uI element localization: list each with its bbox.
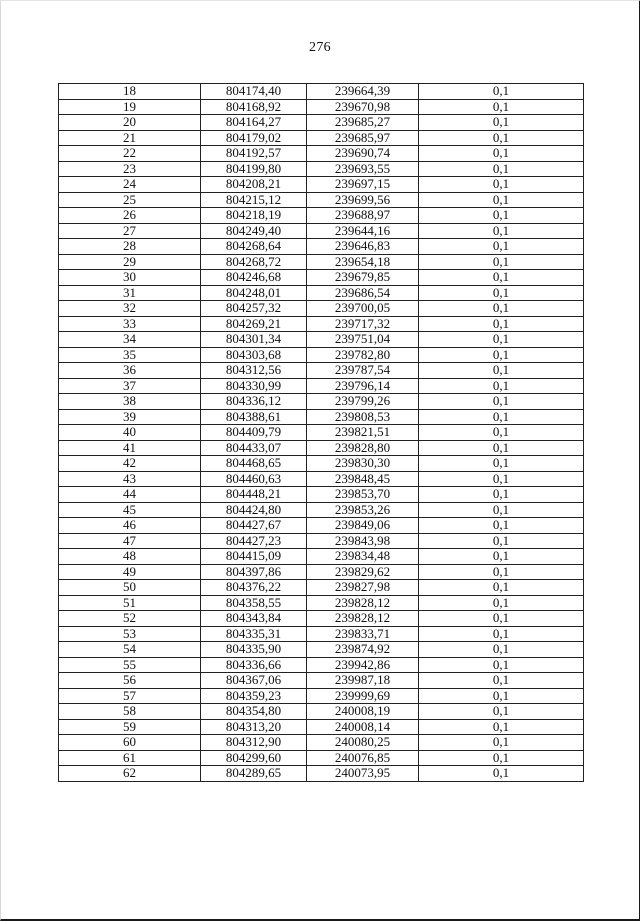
point-number-cell: 48 xyxy=(59,549,201,565)
table-row xyxy=(59,146,584,162)
x-coordinate-cell: 804208,21 xyxy=(201,177,307,193)
x-coordinate-cell: 804388,61 xyxy=(201,409,307,425)
y-coordinate-cell: 239751,04 xyxy=(307,332,419,348)
point-number-cell: 43 xyxy=(59,471,201,487)
x-coordinate-cell: 804192,57 xyxy=(201,146,307,162)
x-coordinate-cell: 804303,68 xyxy=(201,347,307,363)
point-number-cell: 31 xyxy=(59,285,201,301)
x-coordinate-cell: 804330,99 xyxy=(201,378,307,394)
y-coordinate-cell: 239834,48 xyxy=(307,549,419,565)
accuracy-cell: 0,1 xyxy=(419,456,584,472)
point-number-cell: 38 xyxy=(59,394,201,410)
point-number-cell: 40 xyxy=(59,425,201,441)
point-number-cell: 39 xyxy=(59,409,201,425)
table-row xyxy=(59,487,584,503)
y-coordinate-cell: 239685,97 xyxy=(307,130,419,146)
x-coordinate-cell: 804179,02 xyxy=(201,130,307,146)
table-row xyxy=(59,285,584,301)
accuracy-cell: 0,1 xyxy=(419,347,584,363)
accuracy-cell: 0,1 xyxy=(419,471,584,487)
point-number-cell: 37 xyxy=(59,378,201,394)
table-row xyxy=(59,719,584,735)
point-number-cell: 26 xyxy=(59,208,201,224)
x-coordinate-cell: 804336,66 xyxy=(201,657,307,673)
x-coordinate-cell: 804301,34 xyxy=(201,332,307,348)
point-number-cell: 28 xyxy=(59,239,201,255)
table-row xyxy=(59,223,584,239)
point-number-cell: 21 xyxy=(59,130,201,146)
x-coordinate-cell: 804312,56 xyxy=(201,363,307,379)
y-coordinate-cell: 239693,55 xyxy=(307,161,419,177)
point-number-cell: 50 xyxy=(59,580,201,596)
accuracy-cell: 0,1 xyxy=(419,533,584,549)
table-row xyxy=(59,564,584,580)
y-coordinate-cell: 239821,51 xyxy=(307,425,419,441)
accuracy-cell: 0,1 xyxy=(419,642,584,658)
table-row xyxy=(59,471,584,487)
table-row xyxy=(59,270,584,286)
table-row xyxy=(59,239,584,255)
y-coordinate-cell: 239849,06 xyxy=(307,518,419,534)
y-coordinate-cell: 239830,30 xyxy=(307,456,419,472)
x-coordinate-cell: 804268,72 xyxy=(201,254,307,270)
accuracy-cell: 0,1 xyxy=(419,657,584,673)
y-coordinate-cell: 239700,05 xyxy=(307,301,419,317)
accuracy-cell: 0,1 xyxy=(419,549,584,565)
point-number-cell: 19 xyxy=(59,99,201,115)
y-coordinate-cell: 239654,18 xyxy=(307,254,419,270)
accuracy-cell: 0,1 xyxy=(419,518,584,534)
y-coordinate-cell: 239799,26 xyxy=(307,394,419,410)
y-coordinate-cell: 239848,45 xyxy=(307,471,419,487)
y-coordinate-cell: 239690,74 xyxy=(307,146,419,162)
accuracy-cell: 0,1 xyxy=(419,254,584,270)
y-coordinate-cell: 239664,39 xyxy=(307,84,419,100)
point-number-cell: 36 xyxy=(59,363,201,379)
y-coordinate-cell: 239853,26 xyxy=(307,502,419,518)
point-number-cell: 20 xyxy=(59,115,201,131)
point-number-cell: 33 xyxy=(59,316,201,332)
accuracy-cell: 0,1 xyxy=(419,161,584,177)
y-coordinate-cell: 240080,25 xyxy=(307,735,419,751)
y-coordinate-cell: 239688,97 xyxy=(307,208,419,224)
table-row xyxy=(59,177,584,193)
table-row xyxy=(59,518,584,534)
table-row xyxy=(59,456,584,472)
coordinates-table-body xyxy=(59,84,584,782)
accuracy-cell: 0,1 xyxy=(419,363,584,379)
accuracy-cell: 0,1 xyxy=(419,270,584,286)
y-coordinate-cell: 239697,15 xyxy=(307,177,419,193)
y-coordinate-cell: 239679,85 xyxy=(307,270,419,286)
y-coordinate-cell: 239787,54 xyxy=(307,363,419,379)
y-coordinate-cell: 240076,85 xyxy=(307,750,419,766)
point-number-cell: 32 xyxy=(59,301,201,317)
accuracy-cell: 0,1 xyxy=(419,115,584,131)
y-coordinate-cell: 239833,71 xyxy=(307,626,419,642)
point-number-cell: 61 xyxy=(59,750,201,766)
accuracy-cell: 0,1 xyxy=(419,487,584,503)
accuracy-cell: 0,1 xyxy=(419,611,584,627)
x-coordinate-cell: 804289,65 xyxy=(201,766,307,782)
accuracy-cell: 0,1 xyxy=(419,502,584,518)
table-row xyxy=(59,316,584,332)
accuracy-cell: 0,1 xyxy=(419,99,584,115)
accuracy-cell: 0,1 xyxy=(419,192,584,208)
y-coordinate-cell: 239827,98 xyxy=(307,580,419,596)
x-coordinate-cell: 804359,23 xyxy=(201,688,307,704)
accuracy-cell: 0,1 xyxy=(419,239,584,255)
table-row xyxy=(59,580,584,596)
point-number-cell: 60 xyxy=(59,735,201,751)
point-number-cell: 57 xyxy=(59,688,201,704)
point-number-cell: 18 xyxy=(59,84,201,100)
point-number-cell: 45 xyxy=(59,502,201,518)
y-coordinate-cell: 239828,80 xyxy=(307,440,419,456)
x-coordinate-cell: 804358,55 xyxy=(201,595,307,611)
point-number-cell: 25 xyxy=(59,192,201,208)
x-coordinate-cell: 804433,07 xyxy=(201,440,307,456)
table-row xyxy=(59,533,584,549)
table-row xyxy=(59,642,584,658)
table-row xyxy=(59,130,584,146)
y-coordinate-cell: 239987,18 xyxy=(307,673,419,689)
y-coordinate-cell: 239796,14 xyxy=(307,378,419,394)
y-coordinate-cell: 239828,12 xyxy=(307,611,419,627)
y-coordinate-cell: 239942,86 xyxy=(307,657,419,673)
table-row xyxy=(59,735,584,751)
x-coordinate-cell: 804168,92 xyxy=(201,99,307,115)
x-coordinate-cell: 804468,65 xyxy=(201,456,307,472)
accuracy-cell: 0,1 xyxy=(419,766,584,782)
accuracy-cell: 0,1 xyxy=(419,704,584,720)
accuracy-cell: 0,1 xyxy=(419,595,584,611)
x-coordinate-cell: 804215,12 xyxy=(201,192,307,208)
accuracy-cell: 0,1 xyxy=(419,394,584,410)
y-coordinate-cell: 239843,98 xyxy=(307,533,419,549)
x-coordinate-cell: 804409,79 xyxy=(201,425,307,441)
x-coordinate-cell: 804354,80 xyxy=(201,704,307,720)
y-coordinate-cell: 239782,80 xyxy=(307,347,419,363)
table-row xyxy=(59,301,584,317)
y-coordinate-cell: 239829,62 xyxy=(307,564,419,580)
accuracy-cell: 0,1 xyxy=(419,130,584,146)
x-coordinate-cell: 804248,01 xyxy=(201,285,307,301)
accuracy-cell: 0,1 xyxy=(419,332,584,348)
x-coordinate-cell: 804448,21 xyxy=(201,487,307,503)
y-coordinate-cell: 239808,53 xyxy=(307,409,419,425)
y-coordinate-cell: 239646,83 xyxy=(307,239,419,255)
point-number-cell: 49 xyxy=(59,564,201,580)
y-coordinate-cell: 239686,54 xyxy=(307,285,419,301)
accuracy-cell: 0,1 xyxy=(419,316,584,332)
x-coordinate-cell: 804174,40 xyxy=(201,84,307,100)
point-number-cell: 29 xyxy=(59,254,201,270)
x-coordinate-cell: 804424,80 xyxy=(201,502,307,518)
x-coordinate-cell: 804427,67 xyxy=(201,518,307,534)
accuracy-cell: 0,1 xyxy=(419,223,584,239)
accuracy-cell: 0,1 xyxy=(419,177,584,193)
accuracy-cell: 0,1 xyxy=(419,750,584,766)
x-coordinate-cell: 804397,86 xyxy=(201,564,307,580)
table-row xyxy=(59,161,584,177)
point-number-cell: 22 xyxy=(59,146,201,162)
table-row xyxy=(59,673,584,689)
x-coordinate-cell: 804367,06 xyxy=(201,673,307,689)
y-coordinate-cell: 239699,56 xyxy=(307,192,419,208)
accuracy-cell: 0,1 xyxy=(419,84,584,100)
point-number-cell: 42 xyxy=(59,456,201,472)
page-number: 276 xyxy=(309,40,331,55)
point-number-cell: 24 xyxy=(59,177,201,193)
point-number-cell: 56 xyxy=(59,673,201,689)
x-coordinate-cell: 804268,64 xyxy=(201,239,307,255)
table-row xyxy=(59,332,584,348)
accuracy-cell: 0,1 xyxy=(419,673,584,689)
table-row xyxy=(59,84,584,100)
table-row xyxy=(59,363,584,379)
point-number-cell: 54 xyxy=(59,642,201,658)
y-coordinate-cell: 239999,69 xyxy=(307,688,419,704)
x-coordinate-cell: 804376,22 xyxy=(201,580,307,596)
point-number-cell: 35 xyxy=(59,347,201,363)
table-row xyxy=(59,192,584,208)
x-coordinate-cell: 804246,68 xyxy=(201,270,307,286)
x-coordinate-cell: 804199,80 xyxy=(201,161,307,177)
accuracy-cell: 0,1 xyxy=(419,425,584,441)
table-row xyxy=(59,394,584,410)
table-row xyxy=(59,595,584,611)
point-number-cell: 46 xyxy=(59,518,201,534)
accuracy-cell: 0,1 xyxy=(419,409,584,425)
accuracy-cell: 0,1 xyxy=(419,440,584,456)
table-row xyxy=(59,502,584,518)
x-coordinate-cell: 804335,31 xyxy=(201,626,307,642)
x-coordinate-cell: 804460,63 xyxy=(201,471,307,487)
x-coordinate-cell: 804269,21 xyxy=(201,316,307,332)
x-coordinate-cell: 804415,09 xyxy=(201,549,307,565)
accuracy-cell: 0,1 xyxy=(419,564,584,580)
table-row xyxy=(59,409,584,425)
point-number-cell: 52 xyxy=(59,611,201,627)
coordinates-table xyxy=(58,83,584,782)
table-row xyxy=(59,425,584,441)
x-coordinate-cell: 804299,60 xyxy=(201,750,307,766)
accuracy-cell: 0,1 xyxy=(419,735,584,751)
table-row xyxy=(59,766,584,782)
accuracy-cell: 0,1 xyxy=(419,285,584,301)
table-row xyxy=(59,115,584,131)
table-row xyxy=(59,378,584,394)
accuracy-cell: 0,1 xyxy=(419,688,584,704)
point-number-cell: 55 xyxy=(59,657,201,673)
point-number-cell: 23 xyxy=(59,161,201,177)
y-coordinate-cell: 240008,19 xyxy=(307,704,419,720)
table-row xyxy=(59,440,584,456)
table-row xyxy=(59,657,584,673)
point-number-cell: 62 xyxy=(59,766,201,782)
y-coordinate-cell: 239685,27 xyxy=(307,115,419,131)
table-row xyxy=(59,750,584,766)
accuracy-cell: 0,1 xyxy=(419,208,584,224)
point-number-cell: 30 xyxy=(59,270,201,286)
table-row xyxy=(59,99,584,115)
x-coordinate-cell: 804336,12 xyxy=(201,394,307,410)
y-coordinate-cell: 239644,16 xyxy=(307,223,419,239)
point-number-cell: 44 xyxy=(59,487,201,503)
x-coordinate-cell: 804249,40 xyxy=(201,223,307,239)
x-coordinate-cell: 804164,27 xyxy=(201,115,307,131)
point-number-cell: 34 xyxy=(59,332,201,348)
point-number-cell: 51 xyxy=(59,595,201,611)
point-number-cell: 58 xyxy=(59,704,201,720)
point-number-cell: 27 xyxy=(59,223,201,239)
table-row xyxy=(59,208,584,224)
y-coordinate-cell: 239670,98 xyxy=(307,99,419,115)
table-row xyxy=(59,549,584,565)
y-coordinate-cell: 239853,70 xyxy=(307,487,419,503)
y-coordinate-cell: 239828,12 xyxy=(307,595,419,611)
table-row xyxy=(59,626,584,642)
x-coordinate-cell: 804218,19 xyxy=(201,208,307,224)
accuracy-cell: 0,1 xyxy=(419,146,584,162)
point-number-cell: 59 xyxy=(59,719,201,735)
y-coordinate-cell: 240008,14 xyxy=(307,719,419,735)
x-coordinate-cell: 804427,23 xyxy=(201,533,307,549)
y-coordinate-cell: 240073,95 xyxy=(307,766,419,782)
accuracy-cell: 0,1 xyxy=(419,719,584,735)
x-coordinate-cell: 804257,32 xyxy=(201,301,307,317)
y-coordinate-cell: 239874,92 xyxy=(307,642,419,658)
accuracy-cell: 0,1 xyxy=(419,378,584,394)
point-number-cell: 47 xyxy=(59,533,201,549)
table-row xyxy=(59,347,584,363)
accuracy-cell: 0,1 xyxy=(419,580,584,596)
accuracy-cell: 0,1 xyxy=(419,626,584,642)
table-row xyxy=(59,611,584,627)
x-coordinate-cell: 804313,20 xyxy=(201,719,307,735)
x-coordinate-cell: 804343,84 xyxy=(201,611,307,627)
table-row xyxy=(59,688,584,704)
x-coordinate-cell: 804312,90 xyxy=(201,735,307,751)
y-coordinate-cell: 239717,32 xyxy=(307,316,419,332)
x-coordinate-cell: 804335,90 xyxy=(201,642,307,658)
point-number-cell: 41 xyxy=(59,440,201,456)
accuracy-cell: 0,1 xyxy=(419,301,584,317)
table-row xyxy=(59,704,584,720)
table-row xyxy=(59,254,584,270)
point-number-cell: 53 xyxy=(59,626,201,642)
